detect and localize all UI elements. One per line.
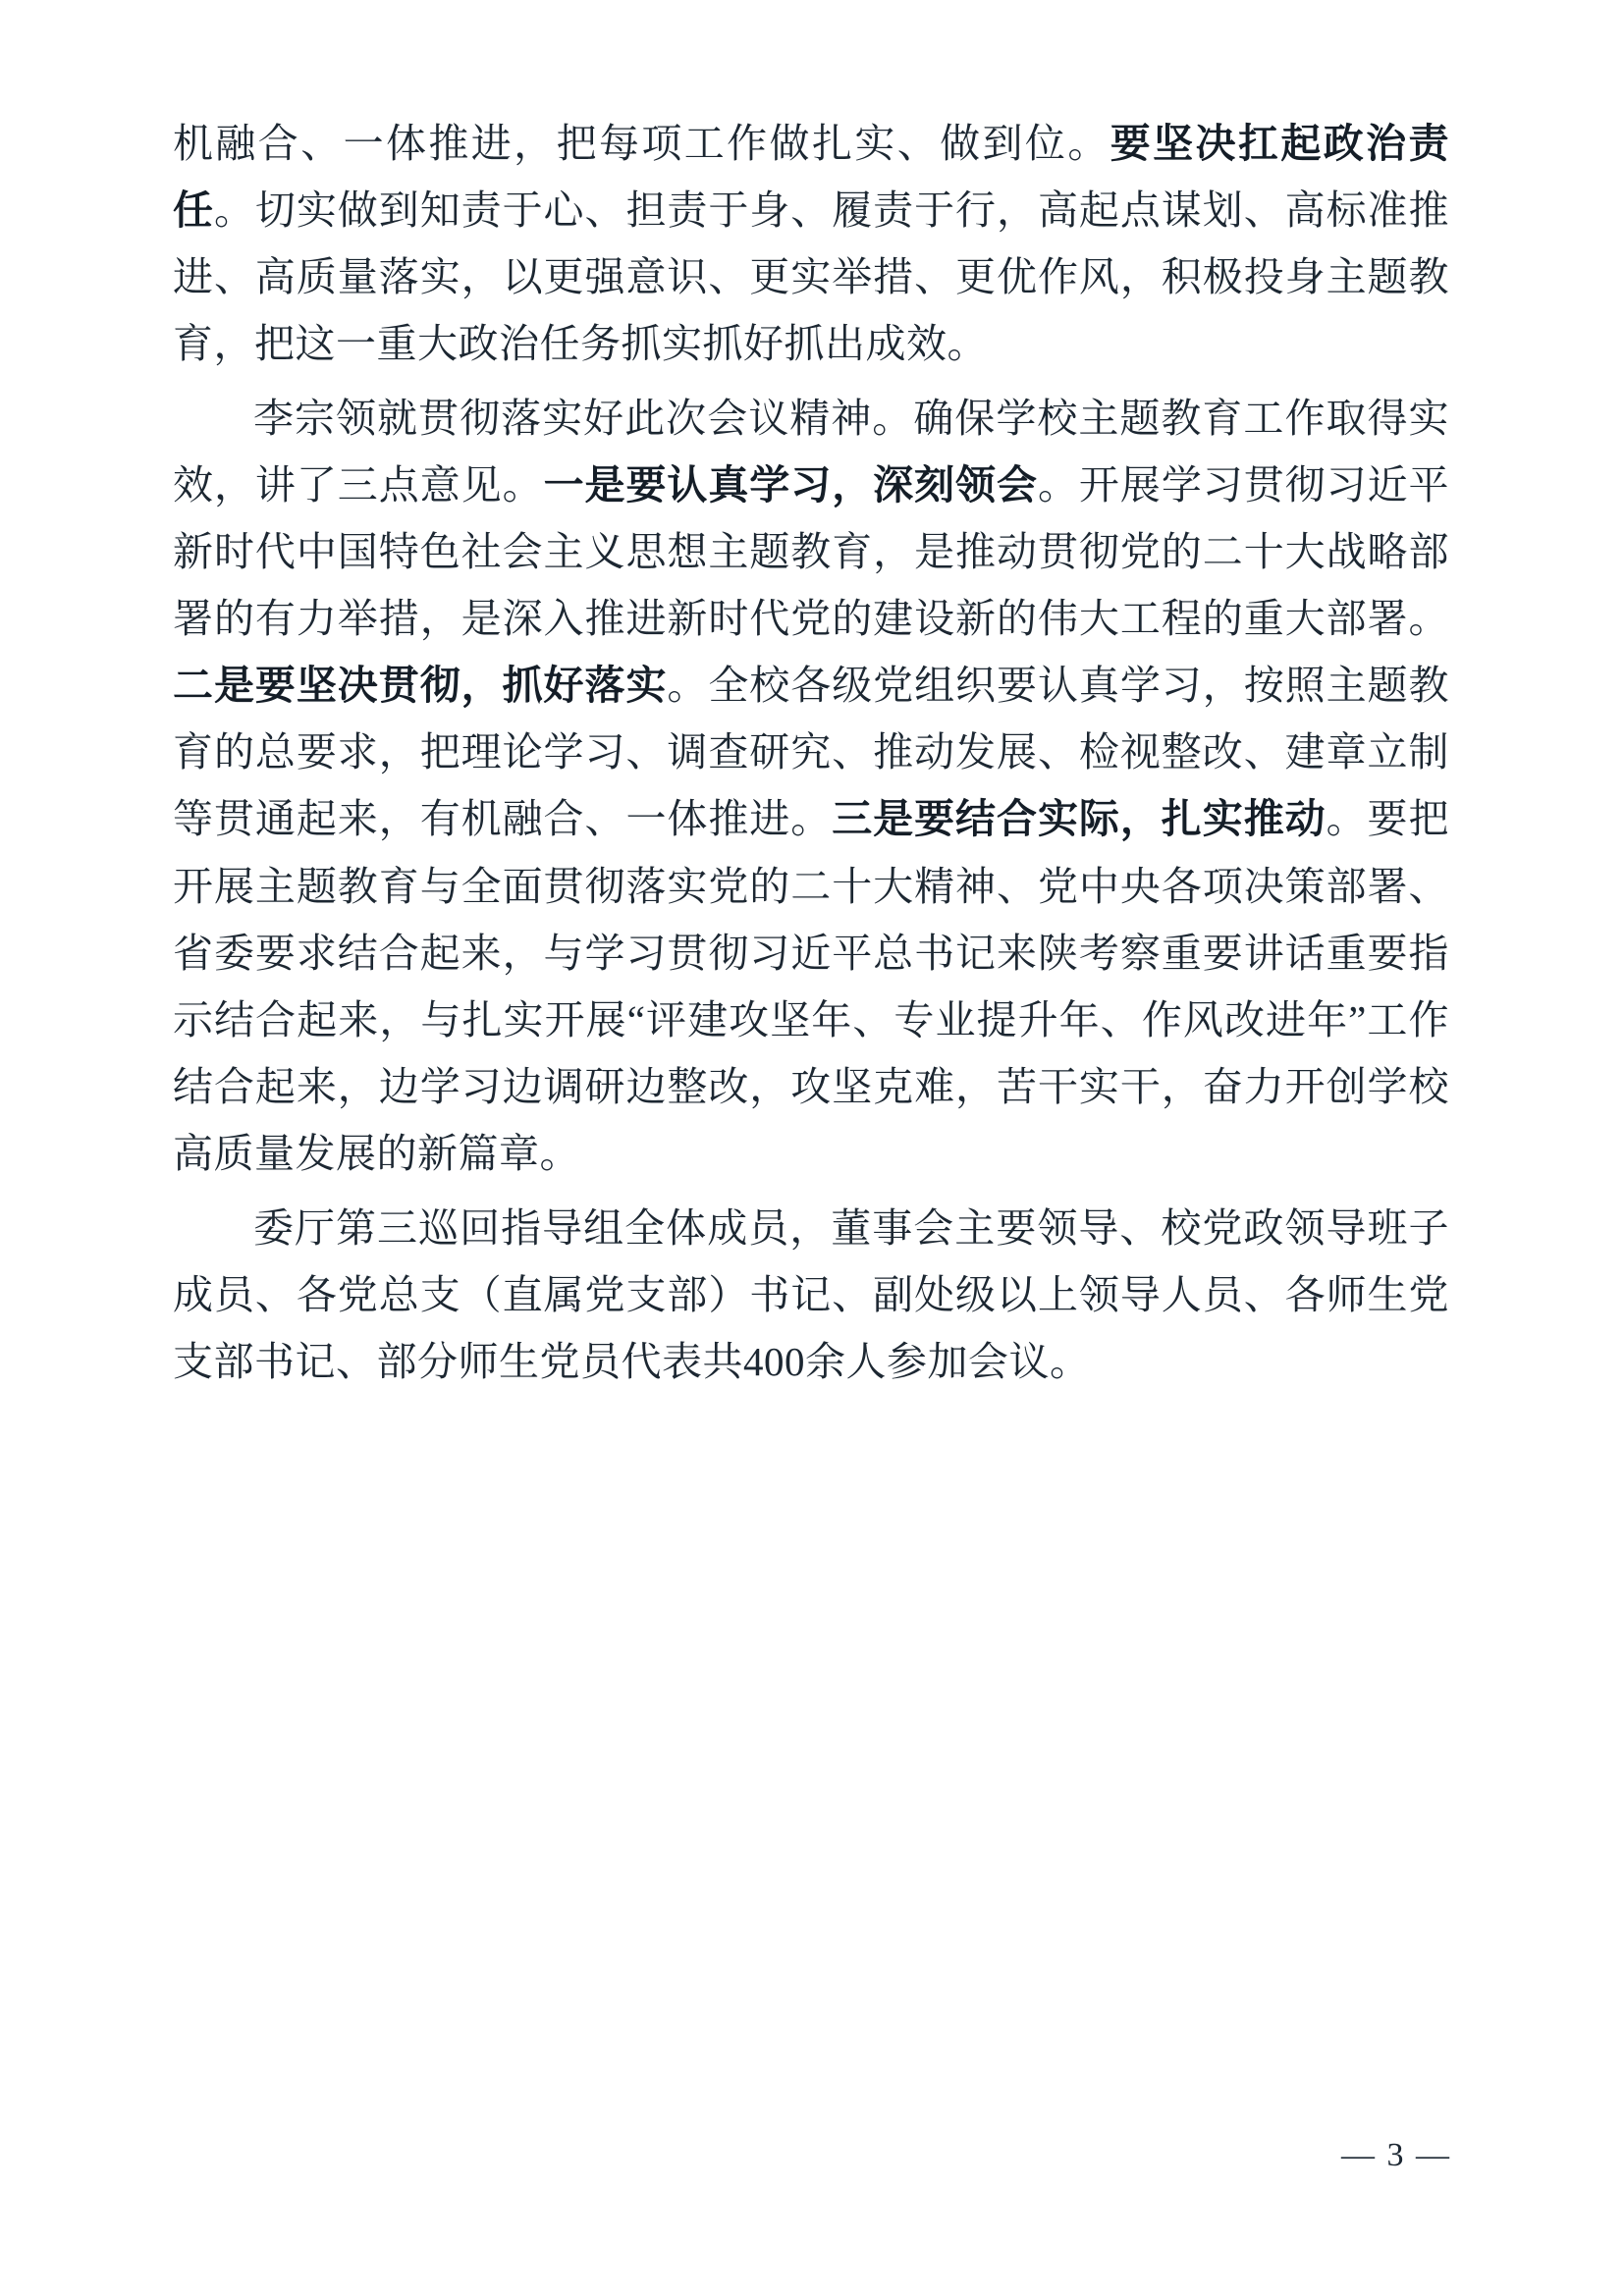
body-text: 机融合、一体推进，把每项工作做扎实、做到位。 (173, 121, 1110, 166)
body-text: 。开展学习贯彻习近平新时代中国特色社会主义思想主题教育，是推动贯彻党的二十大战略部署的有力举措，是深入推进新时代党的建设新的伟大工程的重大部署。 (173, 462, 1450, 642)
body-text: 李宗领就贯彻落实好此次会议精神。确保学校主题教育工作取得实效，讲了三点意见。 (173, 396, 1449, 508)
paragraph (173, 110, 1449, 377)
emphasis-text: 三是要结合实际，扎实推动 (832, 796, 1326, 842)
body-text: 委厅第三巡回指导组全体成员，董事会主要领导、校党政领导班子成员、各党总支（直属党支部）书记、副处级以上领导人员、各师生党支部书记、部分师生党员代表共400余人参加会议。 (173, 1204, 1449, 1384)
body-text: 。切实做到知责于心、担责于身、履责于行，高起点谋划、高标准推进、高质量落实，以更强意识、更实举措、更优作风，积极投身主题教育，把这一重大政治任务抓实抓好抓出成效。 (173, 187, 1449, 367)
page-number: — 3 — (1341, 2137, 1451, 2173)
document-body (173, 110, 1449, 1395)
emphasis-text: 二是要坚决贯彻，抓好落实 (173, 663, 668, 709)
emphasis-text: 要坚决扛起政治责任 (173, 121, 1450, 234)
paragraph (173, 1195, 1449, 1395)
body-text: 。要把开展主题教育与全面贯彻落实党的二十大精神、党中央各项决策部署、省委要求结合起来，与学习贯彻习近平总书记来陕考察重要讲话重要指示结合起来，与扎实开展“评建攻坚年、专业提升年、作风改进年”工作结合起来，边学习边调研边整改，攻坚克难，苦干实干，奋力开创学校高质量发展的新篇章。 (173, 796, 1450, 1176)
body-text: 。全校各级党组织要认真学习，按照主题教育的总要求，把理论学习、调查研究、推动发展、检视整改、建章立制等贯通起来，有机融合、一体推进。 (173, 663, 1450, 842)
emphasis-text: 一是要认真学习，深刻领会 (543, 462, 1038, 508)
paragraph (173, 385, 1449, 1187)
